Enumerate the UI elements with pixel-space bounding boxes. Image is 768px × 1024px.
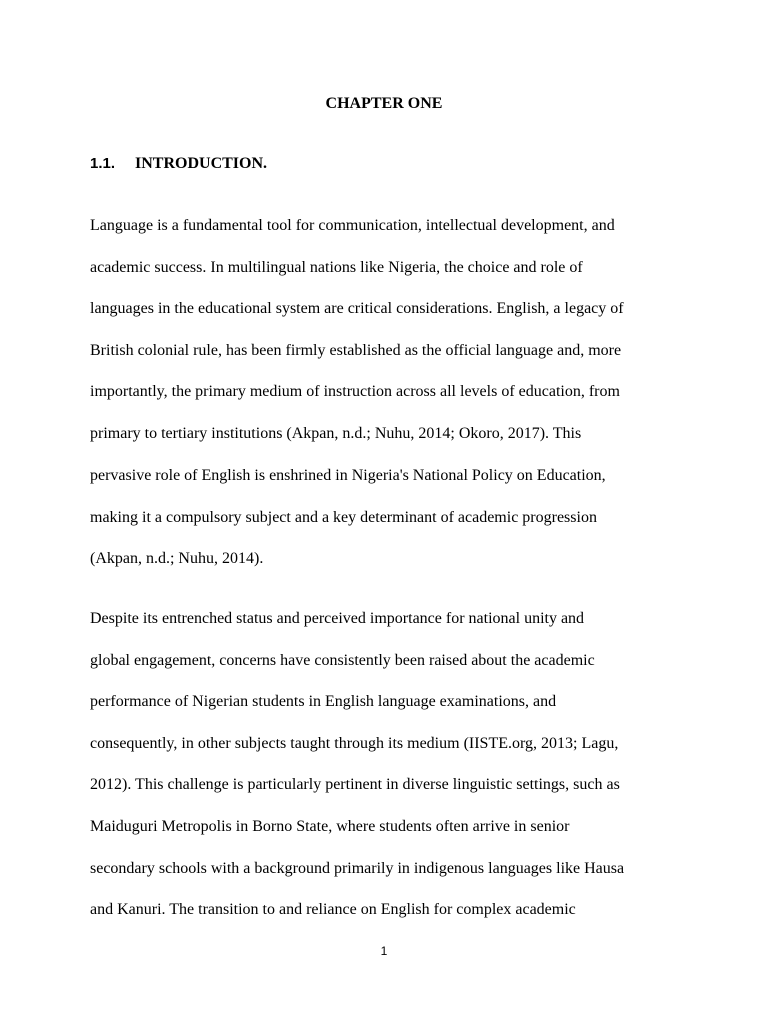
paragraph-line: primary to tertiary institutions (Akpan, n.d.; Nuhu, 2014; Okoro, 2017). This: [90, 425, 582, 442]
paragraph-line: Despite its entrenched status and perceived importance for national unity and: [90, 610, 585, 627]
page-number: 1: [380, 944, 388, 958]
paragraph-line: British colonial rule, has been firmly established as the official language and, more: [90, 342, 622, 359]
paragraph-line: secondary schools with a background primarily in indigenous languages like Hausa: [90, 860, 625, 877]
paragraph-line: (Akpan, n.d.; Nuhu, 2014).: [90, 550, 264, 567]
chapter-title: CHAPTER ONE: [325, 95, 443, 112]
paragraph-line: and Kanuri. The transition to and reliance on English for complex academic: [90, 901, 576, 918]
section-number: 1.1.: [90, 155, 116, 172]
paragraph-line: making it a compulsory subject and a key determinant of academic progression: [90, 509, 597, 526]
paragraph-line: academic success. In multilingual nations like Nigeria, the choice and role of: [90, 259, 583, 276]
paragraph-line: languages in the educational system are critical considerations. English, a legacy of: [90, 300, 624, 317]
paragraph-line: performance of Nigerian students in English language examinations, and: [90, 693, 557, 710]
paragraph-line: global engagement, concerns have consistently been raised about the academic: [90, 652, 595, 669]
paragraph-line: 2012). This challenge is particularly pertinent in diverse linguistic settings, such as: [90, 776, 620, 793]
paragraph-line: Language is a fundamental tool for communication, intellectual development, and: [90, 217, 615, 234]
paragraph-line: Maiduguri Metropolis in Borno State, where students often arrive in senior: [90, 818, 570, 835]
paragraph-line: importantly, the primary medium of instruction across all levels of education, from: [90, 383, 620, 400]
paragraph-line: pervasive role of English is enshrined in Nigeria's National Policy on Education,: [90, 467, 606, 484]
section-title: INTRODUCTION.: [135, 155, 268, 172]
paragraph-line: consequently, in other subjects taught through its medium (IISTE.org, 2013; Lagu,: [90, 735, 619, 752]
section-heading: [90, 152, 267, 176]
